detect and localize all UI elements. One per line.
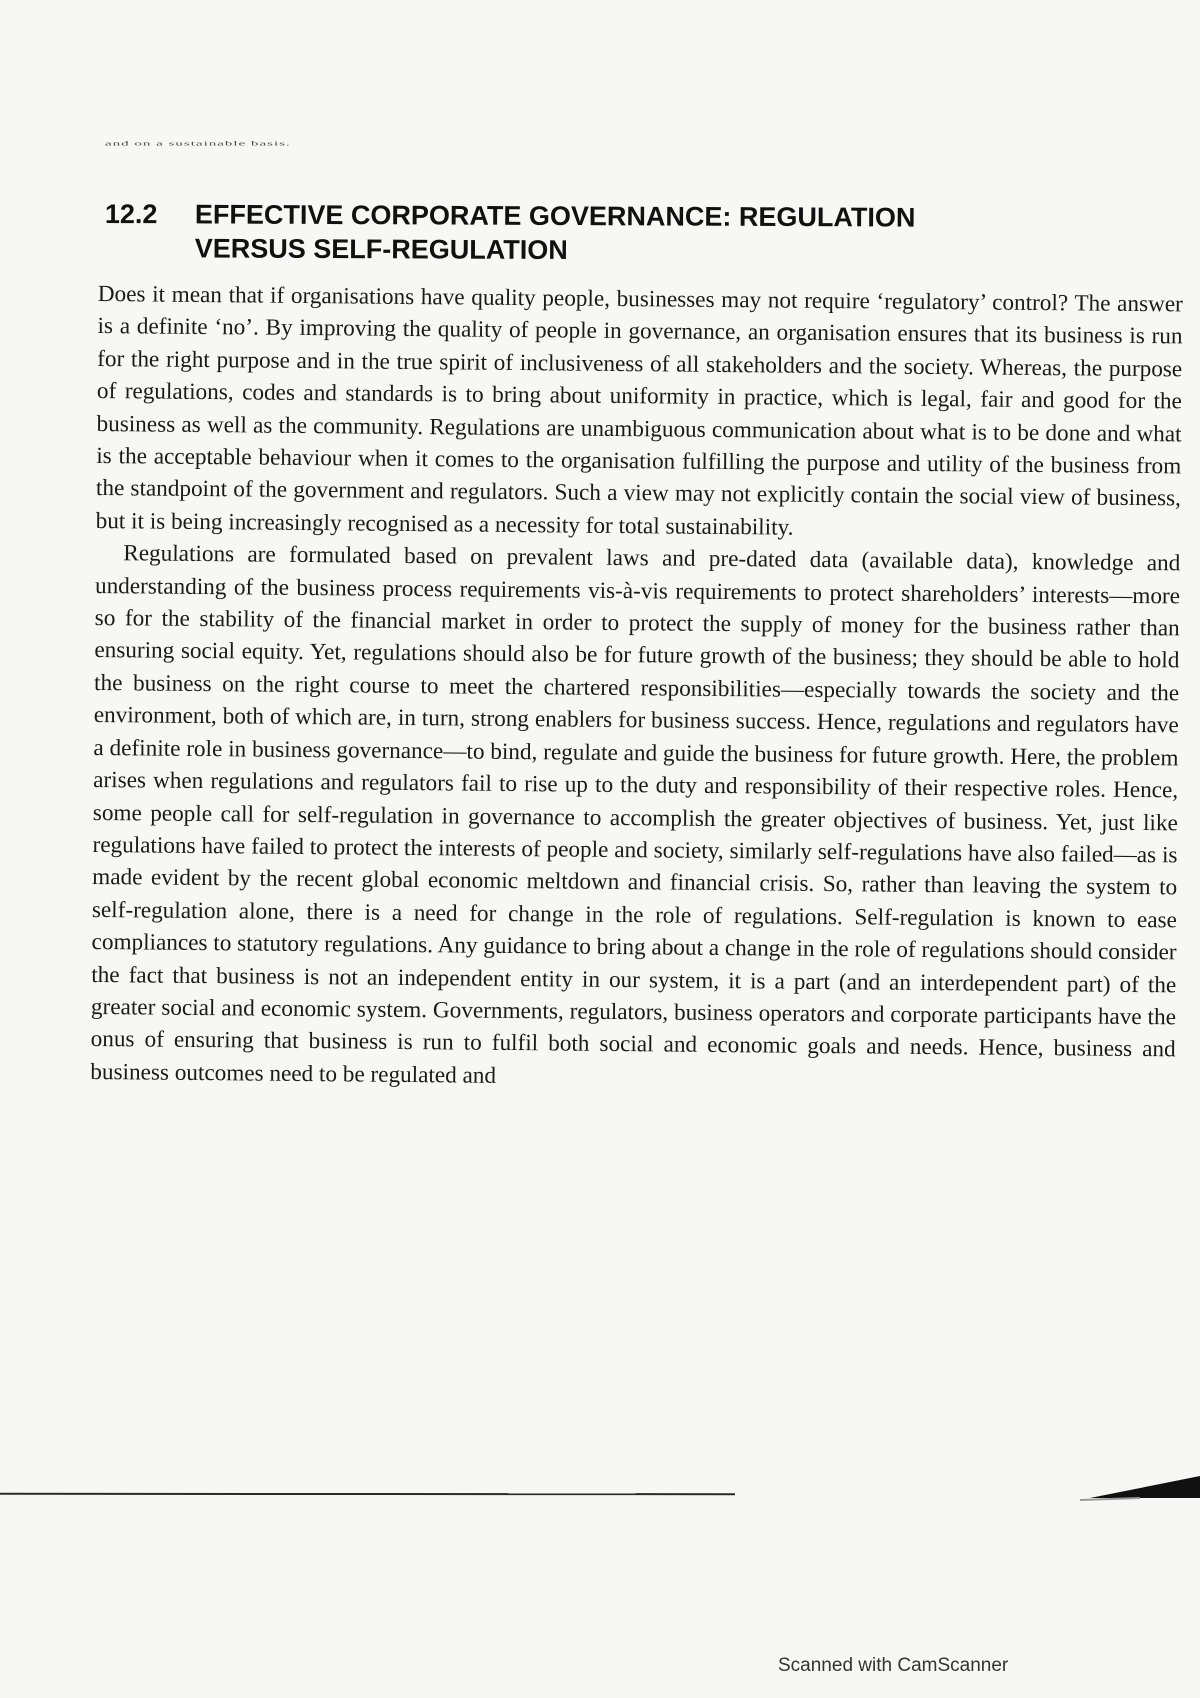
page-curl-shadow [1080,1440,1200,1510]
cut-off-text-line: and on a sustainable basis. [105,140,291,148]
section-number: 12.2 [104,198,158,230]
section-heading [104,197,1005,266]
body-text [90,278,1183,1099]
paragraph-2: Regulations are formulated based on prevalent laws and pre-dated data (available data), knowledge and understanding of the business process requirements vis-à-vis requirements to protect shareholders’ interests—more so for the stability of the financial market in order to protect the supply of money for the business rather than ensuring social equity. Yet, regulations should also be for future growth of the business; they should be able to hold the business on the right course to meet the chartered responsibilities—especially towards the society and the environment, both of which are, in turn, strong enablers for business success. Hence, regulations and regulators have a definite role in business governance—to bind, regulate and guide the business for future growth. Here, the problem arises when regulations and regulators fail to rise up to the duty and responsibility of their respective roles. Hence, some people call for self-regulation in governance to accomplish the greater objectives of business. Yet, just like regulations have failed to protect the interests of people and society, similarly self-regulations have also failed—as is made evident by the recent global economic meltdown and financial crisis. So, rather than leaving the system to self-regulation alone, there is a need for change in the role of regulations. Self-regulation is known to ease compliances to statutory regulations. Any guidance to bring about a change in the role of regulations should consider the fact that business is not an independent entity in our system, it is a part (and an interdependent part) of the greater social and economic system. Governments, regulators, business operators and corporate participants have the onus of ensuring that business is run to fulfil both social and economic goals and needs. Hence, business and business outcomes need to be regulated and [90,540,1181,1089]
paragraph-1: Does it mean that if organisations have quality people, businesses may not require ‘regulatory’ control? The answer is a definite ‘no’. By improving the quality of people in governance, an organisation ensures that its business is run for the right purpose and in the true spirit of inclusiveness of all stakeholders and the society. Whereas, the purpose of regulations, codes and standards is to bring about uniformity in practice, which is legal, fair and good for the business as well as the community. Regulations are unambiguous communication about what is to be done and what is the acceptable behaviour when it comes to the organisation fulfilling the purpose and utility of the business from the standpoint of the government and regulators. Such a view may not explicitly contain the social view of business, but it is being increasingly recognised as a necessity for total sustainability. [95,280,1183,541]
scanner-watermark: Scanned with CamScanner [778,1655,1009,1676]
section-title: EFFECTIVE CORPORATE GOVERNANCE: REGULATION VERSUS SELF-REGULATION [194,199,916,266]
page-bottom-rule [0,1493,735,1495]
